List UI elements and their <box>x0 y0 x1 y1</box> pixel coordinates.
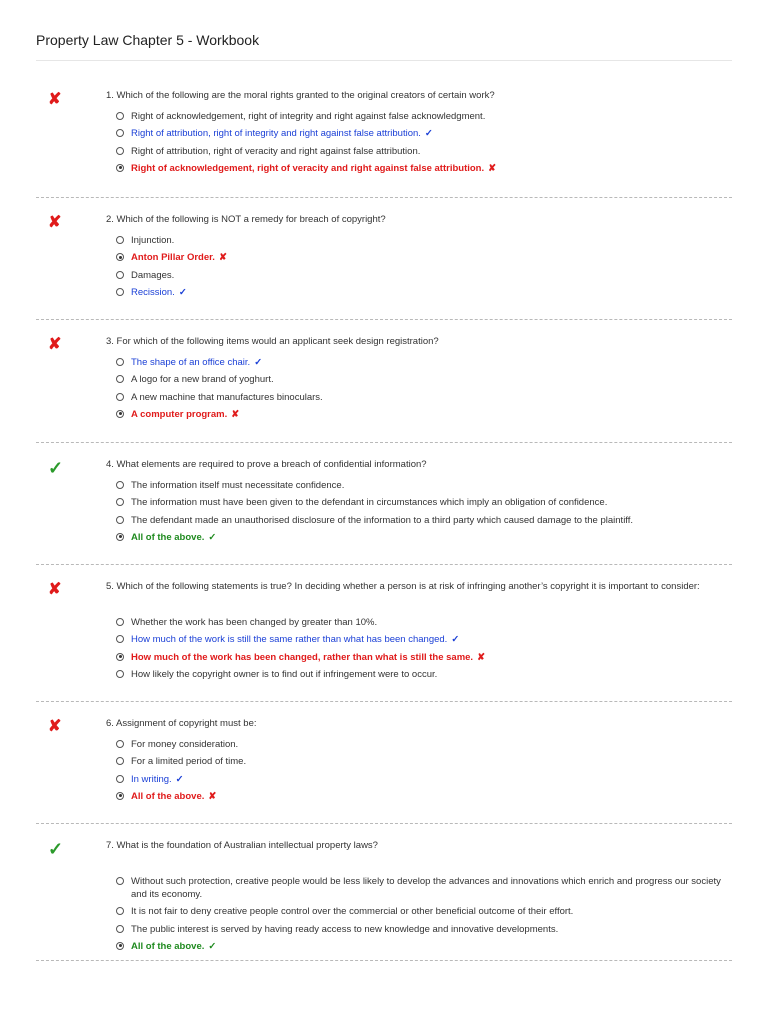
question-1 <box>36 61 732 198</box>
check-icon: ✓ <box>175 773 184 785</box>
incorrect-cross-icon: ✘ <box>48 91 62 108</box>
answer-option[interactable] <box>116 373 722 386</box>
radio-icon[interactable] <box>116 618 124 626</box>
question-text: 7. What is the foundation of Australian intellectual property laws? <box>106 840 378 851</box>
answer-option[interactable] <box>116 755 722 768</box>
check-icon: ✓ <box>208 940 217 952</box>
question-text: 4. What elements are required to prove a breach of confidential information? <box>106 459 427 470</box>
option-label: The public interest is served by having ready access to new knowledge and innovative developments. <box>131 923 559 935</box>
answer-option[interactable] <box>116 356 722 369</box>
check-icon: ✓ <box>451 634 460 646</box>
option-label: Recission. <box>131 286 175 298</box>
answer-option[interactable] <box>116 875 722 901</box>
answer-option[interactable] <box>116 633 722 646</box>
radio-icon[interactable] <box>116 516 124 524</box>
answer-option[interactable] <box>116 651 722 664</box>
answer-option[interactable] <box>116 479 722 492</box>
answer-option[interactable] <box>116 668 722 681</box>
question-6 <box>36 702 732 824</box>
answer-option[interactable] <box>116 790 722 803</box>
question-text: 3. For which of the following items would an applicant seek design registration? <box>106 336 439 347</box>
cross-icon: ✘ <box>477 651 486 663</box>
radio-icon[interactable] <box>116 375 124 383</box>
answer-option[interactable] <box>116 738 722 751</box>
option-label: Without such protection, creative people would be less likely to develop the advances and innovations which enrich and progress our society and its economy. <box>131 876 721 900</box>
answer-option[interactable] <box>116 391 722 404</box>
question-2 <box>36 198 732 320</box>
option-label: For money consideration. <box>131 739 239 750</box>
option-label: The defendant made an unauthorised disclosure of the information to a third party which caused damage to the plaintiff. <box>131 514 634 526</box>
answer-option[interactable] <box>116 251 722 264</box>
question-3 <box>36 320 732 443</box>
radio-selected-icon[interactable] <box>116 942 124 950</box>
check-icon: ✓ <box>254 357 263 368</box>
option-label: A new machine that manufactures binoculars. <box>131 391 323 403</box>
option-label: Right of acknowledgement, right of veracity and right against false attribution. <box>131 162 485 174</box>
radio-icon[interactable] <box>116 358 124 366</box>
answer-options <box>116 479 722 548</box>
answer-option[interactable] <box>116 234 722 247</box>
radio-icon[interactable] <box>116 925 124 933</box>
option-label: Anton Pillar Order. <box>131 252 215 264</box>
option-label: How much of the work has been changed, rather than what is still the same. <box>131 651 474 663</box>
incorrect-cross-icon: ✘ <box>48 336 62 353</box>
answer-options <box>116 110 722 179</box>
option-label: Damages. <box>131 269 175 281</box>
incorrect-cross-icon: ✘ <box>48 718 62 735</box>
option-label: A computer program. <box>131 408 228 420</box>
option-label: All of the above. <box>131 940 205 952</box>
answer-option[interactable] <box>116 496 722 509</box>
cross-icon: ✘ <box>231 408 240 420</box>
radio-icon[interactable] <box>116 775 124 783</box>
answer-options <box>116 875 722 957</box>
answer-option[interactable] <box>116 127 722 140</box>
radio-icon[interactable] <box>116 288 124 296</box>
radio-selected-icon[interactable] <box>116 253 124 261</box>
answer-option[interactable] <box>116 145 722 158</box>
radio-icon[interactable] <box>116 877 124 885</box>
page-title: Property Law Chapter 5 - Workbook <box>36 32 260 48</box>
option-label: Right of attribution, right of integrity and right against false attribution. <box>131 128 421 140</box>
answer-option[interactable] <box>116 531 722 544</box>
incorrect-cross-icon: ✘ <box>48 581 62 598</box>
option-label: Whether the work has been changed by greater than 10%. <box>131 617 378 628</box>
answer-option[interactable] <box>116 110 722 123</box>
question-text: 6. Assignment of copyright must be: <box>106 718 257 729</box>
radio-icon[interactable] <box>116 740 124 748</box>
option-label: Right of attribution, right of veracity and right against false attribution. <box>131 145 421 157</box>
radio-icon[interactable] <box>116 393 124 401</box>
option-label: How likely the copyright owner is to find out if infringement were to occur. <box>131 668 438 680</box>
question-text: 5. Which of the following statements is true? In deciding whether a person is at risk of infringing another’s copyright it is important to consider: <box>106 581 700 592</box>
option-label: It is not fair to deny creative people control over the commercial or other beneficial outcome of their effort. <box>131 906 574 918</box>
check-icon: ✓ <box>424 128 433 140</box>
option-label: How much of the work is still the same rather than what has been changed. <box>131 634 448 646</box>
answer-options <box>116 616 722 685</box>
question-text: 2. Which of the following is NOT a remedy for breach of copyright? <box>106 214 386 225</box>
quiz-results <box>36 61 732 961</box>
option-label: All of the above. <box>131 790 205 802</box>
answer-options <box>116 738 722 807</box>
option-label: Injunction. <box>131 235 175 246</box>
radio-icon[interactable] <box>116 757 124 765</box>
question-5 <box>36 565 732 702</box>
option-label: For a limited period of time. <box>131 756 247 768</box>
cross-icon: ✘ <box>488 162 497 174</box>
question-4 <box>36 443 732 565</box>
answer-option[interactable] <box>116 940 722 953</box>
answer-option[interactable] <box>116 923 722 936</box>
option-label: The shape of an office chair. <box>131 357 251 368</box>
incorrect-cross-icon: ✘ <box>48 214 62 231</box>
radio-selected-icon[interactable] <box>116 792 124 800</box>
question-text: 1. Which of the following are the moral rights granted to the original creators of certain work? <box>106 90 495 101</box>
radio-selected-icon[interactable] <box>116 410 124 418</box>
answer-option[interactable] <box>116 162 722 175</box>
radio-icon[interactable] <box>116 670 124 678</box>
answer-option[interactable] <box>116 286 722 299</box>
option-label: The information itself must necessitate confidence. <box>131 480 345 491</box>
question-7 <box>36 824 732 961</box>
radio-icon[interactable] <box>116 481 124 489</box>
radio-selected-icon[interactable] <box>116 653 124 661</box>
answer-option[interactable] <box>116 905 722 918</box>
answer-option[interactable] <box>116 514 722 527</box>
cross-icon: ✘ <box>218 252 227 264</box>
radio-icon[interactable] <box>116 271 124 279</box>
radio-icon[interactable] <box>116 147 124 155</box>
option-label: All of the above. <box>131 531 205 543</box>
answer-option[interactable] <box>116 616 722 629</box>
answer-options <box>116 234 722 303</box>
radio-icon[interactable] <box>116 635 124 643</box>
check-icon: ✓ <box>178 286 187 298</box>
cross-icon: ✘ <box>208 790 217 802</box>
radio-icon[interactable] <box>116 236 124 244</box>
answer-options <box>116 356 722 425</box>
radio-icon[interactable] <box>116 498 124 506</box>
option-label: The information must have been given to the defendant in circumstances which imply an obligation of confidence. <box>131 497 608 509</box>
correct-check-icon: ✓ <box>48 458 64 478</box>
answer-option[interactable] <box>116 408 722 421</box>
check-icon: ✓ <box>208 531 217 543</box>
answer-option[interactable] <box>116 269 722 282</box>
radio-icon[interactable] <box>116 129 124 137</box>
radio-selected-icon[interactable] <box>116 533 124 541</box>
correct-check-icon: ✓ <box>48 839 64 859</box>
radio-icon[interactable] <box>116 112 124 120</box>
option-label: A logo for a new brand of yoghurt. <box>131 374 274 386</box>
option-label: In writing. <box>131 773 172 785</box>
radio-icon[interactable] <box>116 907 124 915</box>
option-label: Right of acknowledgement, right of integrity and right against false acknowledgment. <box>131 111 486 122</box>
radio-selected-icon[interactable] <box>116 164 124 172</box>
answer-option[interactable] <box>116 773 722 786</box>
